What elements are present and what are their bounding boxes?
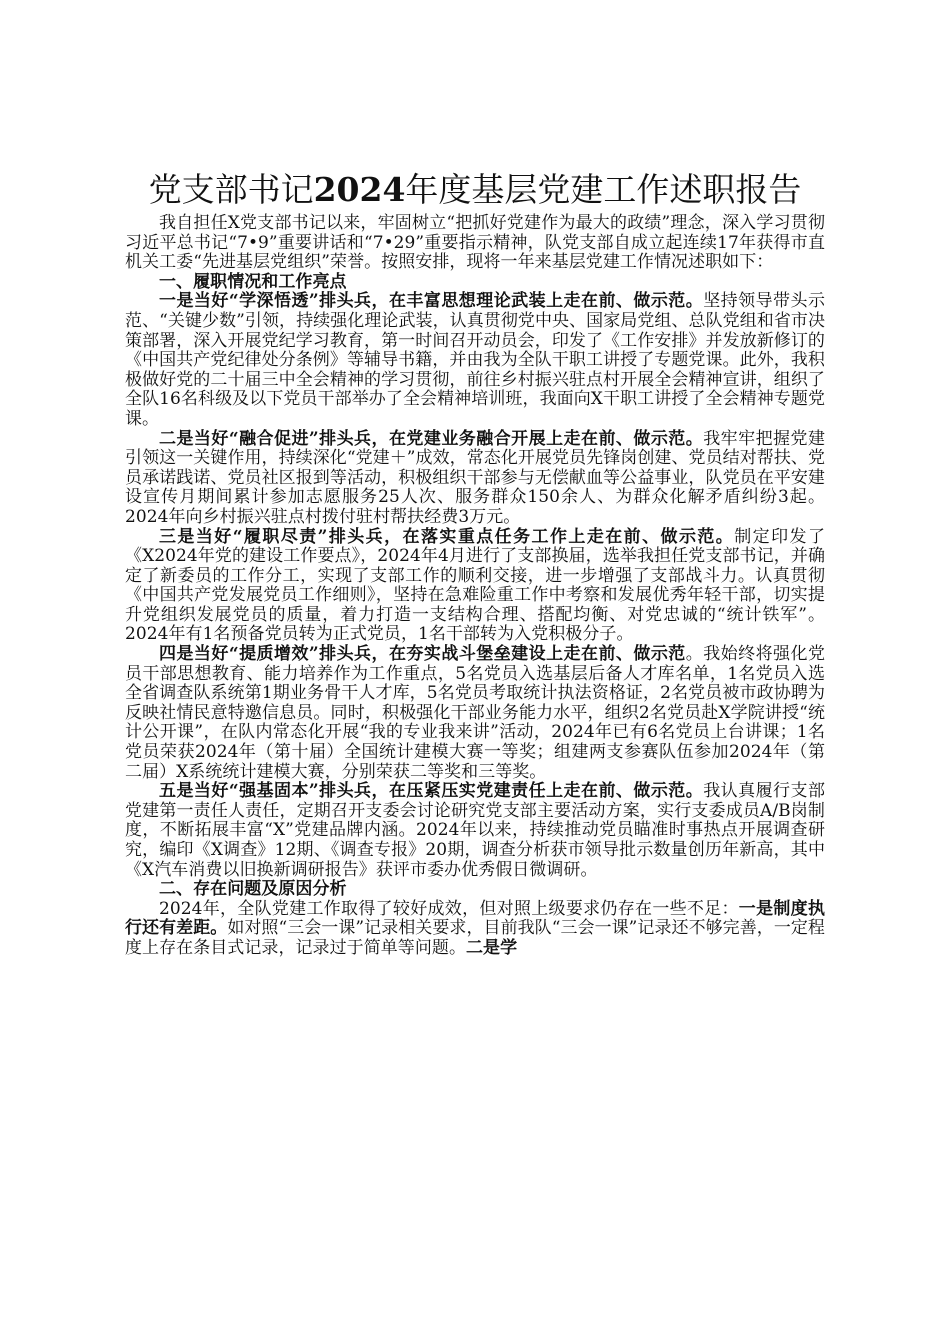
paragraph-5 bbox=[125, 782, 825, 880]
paragraph-4-body: 。我始终将强化党员干部思想教育、能力培养作为工作重点，5名党员入选基层后备人才库名单，1名党员入选全省调查队系统第1期业务骨干人才库，5名党员考取统计执法资格证，2名党员被市政协聘为反映社情民意特邀信息员。同时，积极强化干部业务能力水平，组织2名党员赴X学院讲授“统计公开课”，在队内常态化开展“我的专业我来讲”活动，2024年已有6名党员上台讲课；1名党员荣获2024年（第十届）全国统计建模大赛一等奖；组建两支参赛队伍参加2024年（第二届）X系统统计建模大赛，分别荣获二等奖和三等奖。 bbox=[125, 644, 826, 782]
paragraph-3 bbox=[125, 528, 825, 646]
paragraph-6-point-1-body: 如对照“三会一课”记录相关要求，目前我队“三会一课”记录还不够完善，一定程度上存在条目式记录，记录过于简单等问题。 bbox=[125, 918, 825, 958]
paragraph-2-body: 我牢牢把握党建引领这一关键作用，持续深化“党建＋”成效，常态化开展党员先锋岗创建、党员结对帮扶、党员承诺践诺、党员社区报到等活动，积极组织干部参与无偿献血等公益事业，队党员在平安建设宣传月期间累计参加志愿服务25人次、服务群众150余人、为群众化解矛盾纠纷3起。2024年向乡村振兴驻点村拨付驻村帮扶经费3万元。 bbox=[125, 428, 825, 527]
section-heading-1: 一、履职情况和工作亮点 bbox=[159, 271, 347, 292]
paragraph-4-lead: 四是当好“提质增效”排头兵，在夯实战斗堡垒建设上走在前、做示范 bbox=[159, 644, 686, 665]
paragraph-1 bbox=[125, 292, 825, 429]
document-title bbox=[125, 170, 825, 210]
intro-paragraph: 我自担任X党支部书记以来，牢固树立“把抓好党建作为最大的政绩”理念，深入学习贯彻习近平总书记“7•9”重要讲话和“7•29”重要指示精神，队党支部自成立起连续17年获得市直机关工委“先进基层党组织”荣誉。按照安排，现将一年来基层党建工作情况述职如下： bbox=[125, 213, 825, 273]
paragraph-3-body: 制定印发了《X2024年党的建设工作要点》，2024年4月进行了支部换届，选举我担任党支部书记，并确定了新委员的工作分工，实现了支部工作的顺利交接，进一步增强了支部战斗力。认真贯彻《中国共产党发展党员工作细则》，坚持在急难险重工作中考察和发展优秀年轻干部，切实提升党组织发展党员的质量，着力打造一支结构合理、搭配均衡、对党忠诚的“统计铁军”。2024年有1名预备党员转为正式党员，1名干部转为入党积极分子。 bbox=[125, 526, 826, 645]
paragraph-5-lead: 五是当好“强基固本”排头兵，在压紧压实党建责任上走在前、做示范。 bbox=[159, 781, 704, 802]
paragraph-2 bbox=[125, 430, 825, 528]
title-part-c: 年度基层党建工作述职报告 bbox=[405, 170, 802, 209]
paragraph-6-point-2: 二是学 bbox=[466, 937, 518, 958]
title-year: 2024 bbox=[313, 170, 406, 209]
paragraph-4 bbox=[125, 645, 825, 782]
paragraph-1-body: 坚持领导带头示范、“关键少数”引领，持续强化理论武装，认真贯彻党中央、国家局党组、总队党组和省市决策部署，深入开展党纪学习教育，第一时间召开动员会，印发了《工作安排》并发放新修订的《中国共产党纪律处分条例》等辅导书籍，并由我为全队干职工讲授了专题党课。此外，我积极做好党的二十届三中全会精神的学习贯彻，前往乡村振兴驻点村开展全会精神宣讲，组织了全队16名科级及以下党员干部举办了全会精神培训班，我面向X干职工讲授了全会精神专题党课。 bbox=[125, 291, 825, 429]
paragraph-6-point-1: 一是制度执行还有差距。 bbox=[125, 898, 826, 939]
paragraph-3-lead: 三是当好“履职尽责”排头兵，在落实重点任务工作上走在前、做示范。 bbox=[159, 526, 735, 547]
paragraph-6-intro: 2024年，全队党建工作取得了较好成效，但对照上级要求仍存在一些不足： bbox=[159, 898, 739, 919]
paragraph-5-body: 我认真履行支部党建第一责任人责任，定期召开支委会讨论研究党支部主要活动方案，实行支委成员A/B岗制度，不断拓展丰富“X”党建品牌内涵。2024年以来，持续推动党员瞄准时事热点开展调查研究，编印《X调查》12期、《调查专报》20期，调查分析获市领导批示数量创历年新高，其中《X汽车消费以旧换新调研报告》获评市委办优秀假日微调研。 bbox=[125, 781, 825, 880]
title-part-a: 党支部书记 bbox=[148, 170, 314, 209]
document-page bbox=[125, 170, 825, 959]
paragraph-1-lead: 一是当好“学深悟透”排头兵，在丰富思想理论武装上走在前、做示范。 bbox=[159, 291, 704, 312]
paragraph-2-lead: 二是当好“融合促进”排头兵，在党建业务融合开展上走在前、做示范。 bbox=[159, 428, 704, 449]
section-heading-2: 二、存在问题及原因分析 bbox=[159, 879, 347, 900]
paragraph-6 bbox=[125, 900, 825, 959]
